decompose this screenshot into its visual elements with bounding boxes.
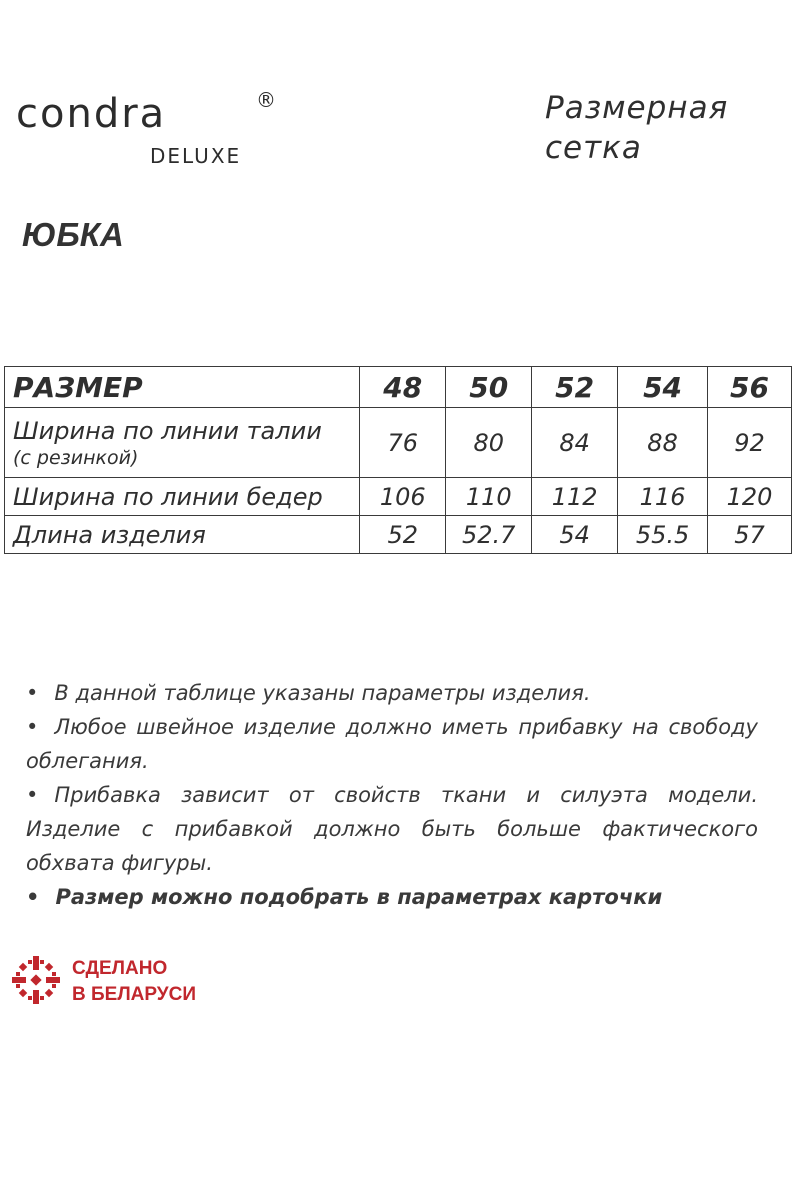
table-cell: 52.7 [446, 516, 532, 554]
row-label-note: (с резинкой) [13, 446, 139, 469]
note-item [26, 710, 758, 778]
table-cell: 76 [360, 408, 446, 478]
table-row-waist [5, 408, 792, 478]
row-label: Длина изделия [5, 516, 360, 554]
table-cell: 52 [360, 516, 446, 554]
table-cell: 106 [360, 478, 446, 516]
size-header-label: РАЗМЕР [5, 367, 360, 408]
size-table [4, 366, 792, 554]
row-label: Ширина по линии бедер [5, 478, 360, 516]
note-text: Размер можно подобрать в параметрах карточки [55, 885, 663, 909]
table-row-length [5, 516, 792, 554]
bullet-icon: • [26, 681, 39, 705]
made-in-text [72, 956, 196, 1008]
brand-line: DELUXE [150, 144, 242, 168]
registered-mark: ® [256, 88, 276, 112]
table-row-hips [5, 478, 792, 516]
table-cell: 80 [446, 408, 532, 478]
made-in-line: В БЕЛАРУСИ [72, 984, 197, 1005]
table-cell: 57 [708, 516, 792, 554]
note-item [26, 778, 758, 880]
row-label: Ширина по линии талии [13, 416, 322, 445]
table-cell: 120 [708, 478, 792, 516]
made-in-belarus-badge [8, 952, 208, 1012]
table-cell: 55.5 [618, 516, 708, 554]
size-header-cell: 50 [446, 367, 532, 408]
brand-name: condra [16, 91, 167, 137]
note-text: Прибавка зависит от свойств ткани и силуэта модели. Изделие с прибавкой должно быть больше фактического обхвата фигуры. [26, 783, 758, 875]
table-cell: 88 [618, 408, 708, 478]
bullet-icon: • [26, 783, 39, 807]
size-header-cell: 54 [618, 367, 708, 408]
table-cell: 54 [532, 516, 618, 554]
table-cell: 112 [532, 478, 618, 516]
belarus-ornament-icon [8, 952, 64, 1008]
table-cell: 84 [532, 408, 618, 478]
note-text: Любое швейное изделие должно иметь прибавку на свободу облегания. [26, 715, 758, 773]
product-name: ЮБКА [22, 216, 124, 253]
made-in-line: СДЕЛАНО [72, 958, 168, 979]
bullet-icon: • [26, 715, 39, 739]
table-cell: 110 [446, 478, 532, 516]
table-cell: 116 [618, 478, 708, 516]
brand-logo [16, 88, 276, 168]
notes-list [26, 676, 758, 914]
size-header-cell: 48 [360, 367, 446, 408]
document-title: Размерная сетка [545, 90, 729, 166]
table-cell: 92 [708, 408, 792, 478]
size-header-cell: 52 [532, 367, 618, 408]
size-header-cell: 56 [708, 367, 792, 408]
note-text: В данной таблице указаны параметры изделия. [54, 681, 591, 705]
note-item [26, 880, 758, 914]
row-label-cell [5, 408, 360, 478]
table-header-row [5, 367, 792, 408]
note-item [26, 676, 758, 710]
bullet-icon: • [26, 885, 40, 909]
